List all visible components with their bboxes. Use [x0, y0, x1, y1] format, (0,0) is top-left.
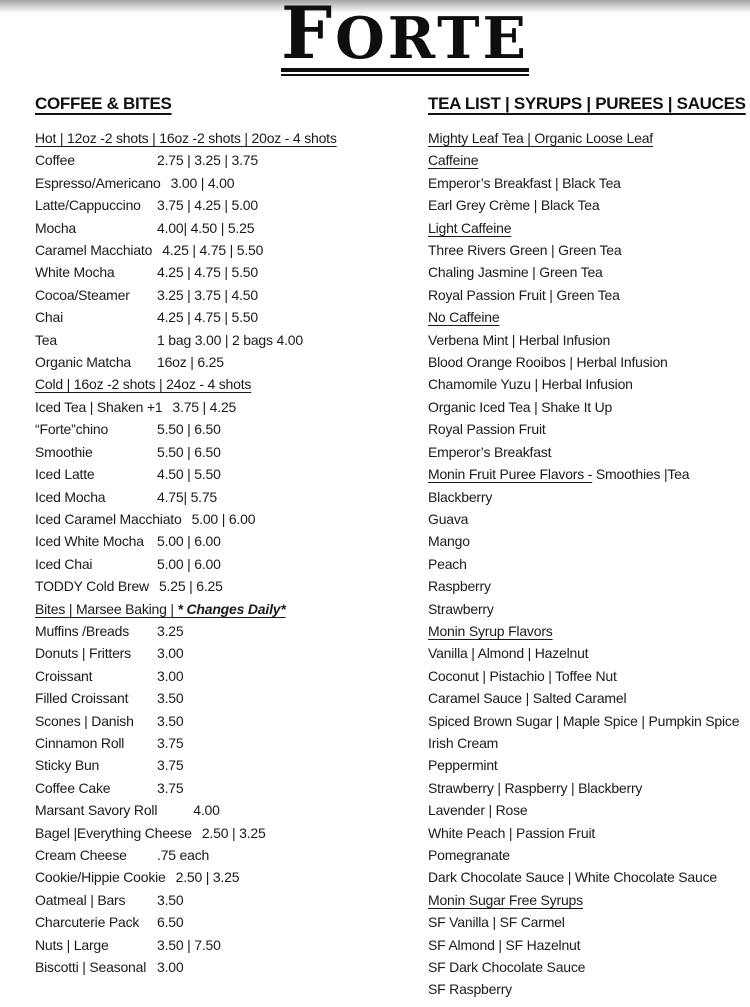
menu-item-row	[35, 194, 430, 216]
section-header-text: Bites | Marsee Baking |	[35, 600, 178, 617]
menu-item-row	[35, 687, 430, 709]
menu-item-name: “Forte”chino	[35, 421, 109, 438]
menu-line	[428, 978, 750, 1000]
menu-item-row	[35, 665, 430, 687]
menu-section-header-1	[35, 373, 430, 395]
menu-line-text: Royal Passion Fruit	[428, 421, 546, 438]
menu-line-text: Coconut | Pistachio | Toffee Nut	[428, 667, 617, 684]
menu-line	[428, 396, 750, 418]
menu-line	[428, 799, 750, 821]
menu-item-name: Caramel Macchiato	[35, 242, 153, 259]
menu-item-name: Croissant	[35, 667, 93, 684]
menu-item-row	[35, 396, 430, 418]
menu-item-price: 4.00| 4.50 | 5.25	[157, 219, 255, 236]
menu-item-price: 4.25 | 4.75 | 5.50	[157, 264, 258, 281]
menu-item-row	[35, 351, 430, 373]
menu-item-row	[35, 553, 430, 575]
menu-item-name: Smoothie	[35, 443, 93, 460]
coffee-bites-column	[35, 92, 430, 978]
menu-line	[428, 418, 750, 440]
menu-item-price: 6.50	[157, 914, 184, 931]
menu-line	[428, 463, 750, 485]
menu-item-price: 4.25 | 4.75 | 5.50	[162, 242, 264, 259]
menu-line-text: Lavender | Rose	[428, 802, 528, 819]
menu-item-name: Iced White Mocha	[35, 533, 144, 550]
menu-line	[428, 642, 750, 664]
menu-item-price: 4.50 | 5.50	[157, 466, 221, 483]
logo-rest-letters: ORTE	[335, 5, 529, 72]
menu-line-suffix: Smoothies |Tea	[592, 466, 690, 483]
menu-item-row	[35, 822, 430, 844]
menu-item-price: 3.00	[157, 667, 184, 684]
menu-line	[428, 598, 750, 620]
menu-line	[428, 486, 750, 508]
menu-item-row	[35, 642, 430, 664]
menu-line	[428, 306, 750, 328]
menu-line	[428, 889, 750, 911]
menu-line	[428, 530, 750, 552]
menu-item-row	[35, 172, 430, 194]
menu-line-text: SF Raspberry	[428, 981, 512, 998]
menu-item-price: 5.00 | 6.00	[191, 510, 256, 527]
menu-line	[428, 575, 750, 597]
menu-section-header-0	[35, 127, 430, 149]
menu-line	[428, 620, 750, 642]
menu-item-row	[35, 710, 430, 732]
menu-line	[428, 194, 750, 216]
menu-line-text: Monin Syrup Flavors	[428, 622, 553, 639]
menu-line-text: Caramel Sauce | Salted Caramel	[428, 690, 627, 707]
menu-line	[428, 373, 750, 395]
menu-item-price: 3.50	[157, 690, 184, 707]
menu-item-price: 3.75	[157, 734, 184, 751]
menu-item-price: 1 bag 3.00 | 2 bags 4.00	[157, 331, 303, 348]
menu-line-text: No Caffeine	[428, 309, 500, 326]
menu-item-row	[35, 934, 430, 956]
menu-line	[428, 239, 750, 261]
menu-item-price: 3.00	[157, 959, 184, 976]
menu-item-price: 3.25 | 3.75 | 4.50	[157, 286, 258, 303]
menu-item-name: TODDY Cold Brew	[35, 578, 149, 595]
menu-item-price: 16oz | 6.25	[157, 354, 224, 371]
menu-item-row	[35, 866, 430, 888]
menu-item-name: Cocoa/Steamer	[35, 286, 130, 303]
menu-line-text: Strawberry | Raspberry | Blackberry	[428, 779, 643, 796]
menu-item-name: Coffee	[35, 152, 75, 169]
menu-item-row	[35, 441, 430, 463]
menu-item-name: Charcuterie Pack	[35, 914, 140, 931]
menu-item-price: 5.50 | 6.50	[157, 443, 221, 460]
section-header-text: Cold | 16oz -2 shots | 24oz - 4 shots	[35, 376, 252, 393]
menu-item-price: .75 each	[157, 847, 210, 863]
menu-line	[428, 732, 750, 754]
menu-line	[428, 754, 750, 776]
menu-item-row	[35, 844, 430, 866]
menu-item-price: 2.50 | 3.25	[201, 824, 266, 841]
menu-item-price: 3.00 | 4.00	[170, 174, 235, 191]
menu-item-price: 5.00 | 6.00	[157, 555, 221, 572]
menu-item-price: 3.50	[157, 891, 184, 908]
menu-line-text: Chaling Jasmine | Green Tea	[428, 264, 603, 281]
tea-list-lines	[428, 127, 750, 1001]
menu-line-text: Peppermint	[428, 757, 498, 774]
menu-line	[428, 217, 750, 239]
menu-line	[428, 508, 750, 530]
menu-line-text: Blood Orange Rooibos | Herbal Infusion	[428, 354, 668, 371]
menu-item-row	[35, 777, 430, 799]
menu-item-row	[35, 239, 430, 261]
menu-line-text: Chamomile Yuzu | Herbal Infusion	[428, 376, 633, 393]
menu-item-row	[35, 284, 430, 306]
menu-line-text: Pomegranate	[428, 847, 510, 863]
menu-item-row	[35, 754, 430, 776]
section-header-italic-text: * Changes Daily*	[177, 600, 286, 617]
menu-item-name: Filled Croissant	[35, 690, 129, 707]
menu-item-price: 5.00 | 6.00	[157, 533, 221, 550]
menu-line-text: Guava	[428, 510, 469, 527]
forte-logo	[279, 0, 531, 76]
menu-line	[428, 172, 750, 194]
menu-line	[428, 934, 750, 956]
menu-item-row	[35, 911, 430, 933]
menu-item-row	[35, 463, 430, 485]
menu-line-text: Caffeine	[428, 152, 479, 169]
menu-line-text: Raspberry	[428, 578, 491, 595]
coffee-bites-title: COFFEE & BITES	[35, 94, 172, 113]
menu-line	[428, 149, 750, 171]
menu-item-name: Oatmeal | Bars	[35, 891, 126, 908]
menu-item-name: Bagel |Everything Cheese	[35, 824, 192, 841]
menu-item-row	[35, 530, 430, 552]
menu-item-name: Nuts | Large	[35, 936, 109, 953]
menu-item-name: Marsant Savory Roll	[35, 802, 158, 819]
menu-item-price: 3.25	[157, 622, 184, 639]
menu-item-row	[35, 217, 430, 239]
menu-item-price: 5.50 | 6.50	[157, 421, 221, 438]
menu-line	[428, 351, 750, 373]
menu-item-price: 3.00	[157, 645, 184, 662]
logo-first-letter: F	[280, 0, 336, 75]
menu-line-text: Royal Passion Fruit | Green Tea	[428, 286, 620, 303]
menu-item-price: 5.25 | 6.25	[158, 578, 223, 595]
menu-line	[428, 866, 750, 888]
menu-line-text: Strawberry	[428, 600, 494, 617]
menu-line	[428, 822, 750, 844]
menu-line-text: Mighty Leaf Tea | Organic Loose Leaf	[428, 130, 653, 146]
menu-item-price: 2.50 | 3.25	[175, 869, 240, 886]
menu-item-row	[35, 575, 430, 597]
menu-item-name: Tea	[35, 331, 57, 348]
menu-line-text: Verbena Mint | Herbal Infusion	[428, 331, 611, 348]
menu-item-name: Chai	[35, 309, 63, 326]
menu-item-row	[35, 620, 430, 642]
menu-item-row	[35, 486, 430, 508]
menu-item-name: Iced Tea | Shaken +1	[35, 398, 163, 415]
menu-line-text: SF Dark Chocolate Sauce	[428, 959, 586, 976]
menu-line	[428, 441, 750, 463]
menu-section-header-2	[35, 598, 430, 620]
menu-item-name: Organic Matcha	[35, 354, 132, 371]
menu-line	[428, 710, 750, 732]
menu-line-text: White Peach | Passion Fruit	[428, 824, 596, 841]
menu-item-name: Muffins /Breads	[35, 622, 130, 639]
menu-item-name: Donuts | Fritters	[35, 645, 131, 662]
menu-line-text: Vanilla | Almond | Hazelnut	[428, 645, 589, 662]
menu-line	[428, 284, 750, 306]
menu-line-text: Emperor’s Breakfast | Black Tea	[428, 174, 621, 191]
menu-item-name: Biscotti | Seasonal	[35, 959, 147, 976]
menu-line-text: Earl Grey Crème | Black Tea	[428, 197, 600, 214]
menu-line	[428, 553, 750, 575]
menu-line-text: Organic Iced Tea | Shake It Up	[428, 398, 613, 415]
menu-item-row	[35, 149, 430, 171]
menu-item-name: Espresso/Americano	[35, 174, 161, 191]
menu-line-text: Three Rivers Green | Green Tea	[428, 242, 622, 259]
menu-line-text: Mango	[428, 533, 470, 550]
menu-line	[428, 127, 750, 149]
menu-item-name: White Mocha	[35, 264, 115, 281]
menu-item-price: 3.50	[157, 712, 184, 729]
menu-item-name: Sticky Bun	[35, 757, 100, 774]
menu-item-name: Iced Latte	[35, 466, 95, 483]
menu-line-text: Monin Fruit Puree Flavors -	[428, 466, 593, 483]
menu-line-text: SF Almond | SF Hazelnut	[428, 936, 581, 953]
menu-line-text: Light Caffeine	[428, 219, 512, 236]
menu-line-text: Spiced Brown Sugar | Maple Spice | Pumpkin Spice	[428, 712, 740, 729]
menu-item-name: Iced Caramel Macchiato	[35, 510, 182, 527]
menu-item-row	[35, 889, 430, 911]
menu-item-name: Coffee Cake	[35, 779, 111, 796]
menu-item-name: Latte/Cappuccino	[35, 197, 141, 214]
menu-line	[428, 261, 750, 283]
menu-line	[428, 777, 750, 799]
menu-item-price: 4.25 | 4.75 | 5.50	[157, 309, 258, 326]
coffee-bites-sections	[35, 127, 430, 978]
menu-line	[428, 844, 750, 866]
menu-line	[428, 329, 750, 351]
menu-item-row	[35, 329, 430, 351]
menu-item-row	[35, 261, 430, 283]
menu-line-text: Monin Sugar Free Syrups	[428, 891, 583, 908]
menu-item-row	[35, 508, 430, 530]
menu-item-name: Scones | Danish	[35, 712, 134, 729]
logo-area	[0, 0, 750, 76]
menu-item-row	[35, 306, 430, 328]
menu-item-price: 3.50 | 7.50	[157, 936, 221, 953]
menu-item-name: Cinnamon Roll	[35, 734, 125, 751]
menu-line	[428, 956, 750, 978]
menu-item-price: 3.75	[157, 757, 184, 774]
menu-item-price: 3.75 | 4.25 | 5.00	[157, 197, 258, 214]
menu-item-name: Cookie/Hippie Cookie	[35, 869, 166, 886]
menu-item-price: 3.75 | 4.25	[172, 398, 237, 415]
menu-item-row	[35, 418, 430, 440]
menu-item-name: Mocha	[35, 219, 77, 236]
menu-line-text: Peach	[428, 555, 467, 572]
menu-line	[428, 911, 750, 933]
menu-line-text: Dark Chocolate Sauce | White Chocolate Sauce	[428, 869, 717, 886]
menu-line	[428, 687, 750, 709]
menu-item-row	[35, 732, 430, 754]
menu-item-name: Iced Chai	[35, 555, 93, 572]
menu-item-price: 4.75| 5.75	[157, 488, 218, 505]
menu-line-text: Emperor’s Breakfast	[428, 443, 552, 460]
section-header-text: Hot | 12oz -2 shots | 16oz -2 shots | 20oz - 4 shots	[35, 130, 337, 146]
menu-line-text: SF Vanilla | SF Carmel	[428, 914, 565, 931]
menu-item-price: 4.00	[193, 802, 220, 819]
menu-item-price: 2.75 | 3.25 | 3.75	[157, 152, 258, 169]
tea-list-column	[428, 92, 750, 1001]
menu-item-row	[35, 956, 430, 978]
menu-line-text: Blackberry	[428, 488, 493, 505]
menu-line-text: Irish Cream	[428, 734, 499, 751]
menu-item-row	[35, 799, 430, 821]
menu-item-name: Cream Cheese	[35, 847, 127, 863]
tea-list-title: TEA LIST | SYRUPS | PUREES | SAUCES	[428, 94, 746, 113]
menu-item-price: 3.75	[157, 779, 184, 796]
menu-line	[428, 665, 750, 687]
menu-item-name: Iced Mocha	[35, 488, 106, 505]
